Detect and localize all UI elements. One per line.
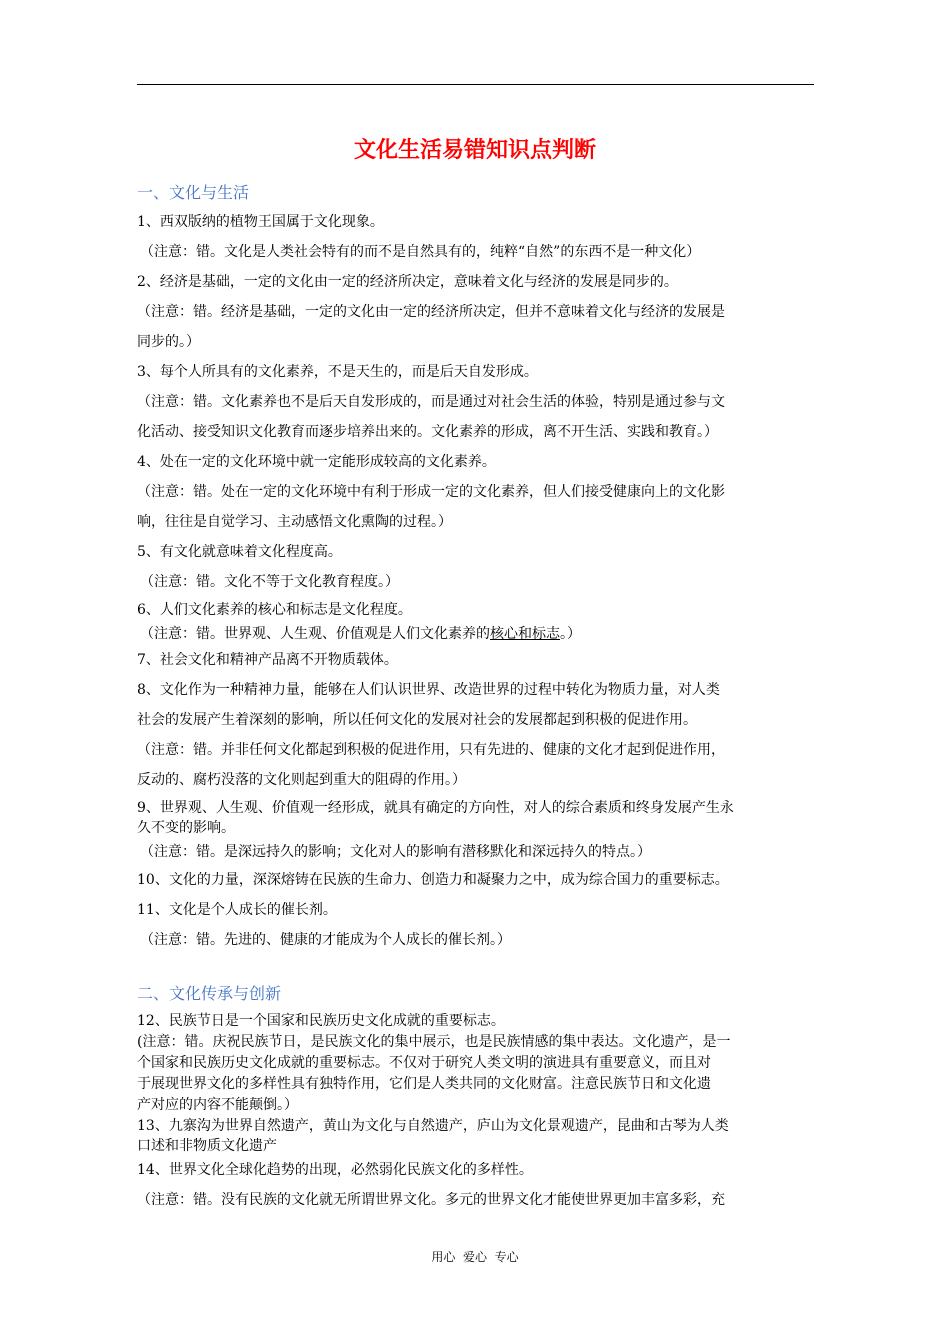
text-line: 4、处在一定的文化环境中就一定能形成较高的文化素养。 <box>137 454 496 470</box>
text-line: 响，往往是自觉学习、主动感悟文化熏陶的过程。） <box>137 514 452 530</box>
text-line: （注意：错。是深远持久的影响；文化对人的影响有潜移默化和深远持久的特点。） <box>140 844 651 860</box>
text-line: 9、世界观、人生观、价值观一经形成，就具有确定的方向性，对人的综合素质和终身发展产生永 <box>137 800 734 816</box>
text-line: 8、文化作为一种精神力量，能够在人们认识世界、改造世界的过程中转化为物质力量，对人类 <box>137 682 720 698</box>
text-line: 产对应的内容不能颠倒。） <box>137 1097 298 1113</box>
underlined-phrase: 核心和标志 <box>490 626 560 642</box>
text-line: 同步的。） <box>137 334 200 350</box>
text-line: （注意：错。并非任何文化都起到积极的促进作用，只有先进的、健康的文化才起到促进作用， <box>137 742 725 758</box>
text-line: （注意：错。文化是人类社会特有的而不是自然具有的，纯粹“自然”的东西不是一种文化） <box>140 244 701 260</box>
text-line: 久不变的影响。 <box>137 820 235 836</box>
text-line: 于展现世界文化的多样性具有独特作用，它们是人类共同的文化财富。注意民族节日和文化遗 <box>137 1076 711 1092</box>
text-line: 反动的、腐朽没落的文化则起到重大的阻碍的作用。） <box>137 772 466 788</box>
text-line: 10、文化的力量，深深熔铸在民族的生命力、创造力和凝聚力之中，成为综合国力的重要标志。 <box>137 872 729 888</box>
page-title: 文化生活易错知识点判断 <box>353 137 596 163</box>
text-line: 14、世界文化全球化趋势的出现，必然弱化民族文化的多样性。 <box>137 1162 533 1178</box>
section-heading-2: 二、文化传承与创新 <box>137 984 282 1003</box>
text-line: 6、人们文化素养的核心和标志是文化程度。 <box>137 602 412 618</box>
page-footer: 用心 爱心 专心 <box>431 1250 519 1264</box>
text-line: 13、九寨沟为世界自然遗产，黄山为文化与自然遗产，庐山为文化景观遗产，昆曲和古琴为人类 <box>137 1118 729 1134</box>
text-line: 11、文化是个人成长的催长剂。 <box>137 902 337 918</box>
text-line: （注意：错。文化素养也不是后天自发形成的，而是通过对社会生活的体验，特别是通过参与文 <box>137 394 725 410</box>
text-line: 2、经济是基础，一定的文化由一定的经济所决定，意味着文化与经济的发展是同步的。 <box>137 274 678 290</box>
text-line: 口述和非物质文化遗产 <box>137 1138 277 1154</box>
header-rule <box>137 84 814 85</box>
text-line: （注意：错。经济是基础，一定的文化由一定的经济所决定，但并不意味着文化与经济的发展是 <box>137 304 725 320</box>
text-line: 个国家和民族历史文化成就的重要标志。不仅对于研究人类文明的演进具有重要意义，而且对 <box>137 1055 711 1071</box>
text-line: （注意：错。没有民族的文化就无所谓世界文化。多元的世界文化才能使世界更加丰富多彩，充 <box>137 1192 725 1208</box>
text-line: 1、西双版纳的植物王国属于文化现象。 <box>137 214 384 230</box>
text-segment: 。） <box>560 626 581 642</box>
text-line: （注意：错。先进的、健康的才能成为个人成长的催长剂。） <box>140 932 511 948</box>
text-line: 3、每个人所具有的文化素养，不是天生的，而是后天自发形成。 <box>137 364 538 380</box>
text-line-underlined <box>140 624 581 644</box>
text-line: 5、有文化就意味着文化程度高。 <box>137 544 342 560</box>
text-line: 社会的发展产生着深刻的影响，所以任何文化的发展对社会的发展都起到积极的促进作用。 <box>137 712 697 728</box>
text-line: (注意：错。庆祝民族节日，是民族文化的集中展示，也是民族情感的集中表达。文化遗产，是一 <box>137 1034 731 1050</box>
text-line: （注意：错。处在一定的文化环境中有利于形成一定的文化素养，但人们接受健康向上的文化影 <box>137 484 725 500</box>
text-segment: （注意：错。世界观、人生观、价值观是人们文化素养的 <box>140 626 490 642</box>
text-line: 7、社会文化和精神产品离不开物质载体。 <box>137 652 398 668</box>
text-line: 12、民族节日是一个国家和民族历史文化成就的重要标志。 <box>137 1013 505 1029</box>
text-line: 化活动、接受知识文化教育而逐步培养出来的。文化素养的形成，离不开生活、实践和教育。） <box>137 424 718 440</box>
text-line: （注意：错。文化不等于文化教育程度。） <box>140 574 399 590</box>
section-heading-1: 一、文化与生活 <box>137 183 250 202</box>
